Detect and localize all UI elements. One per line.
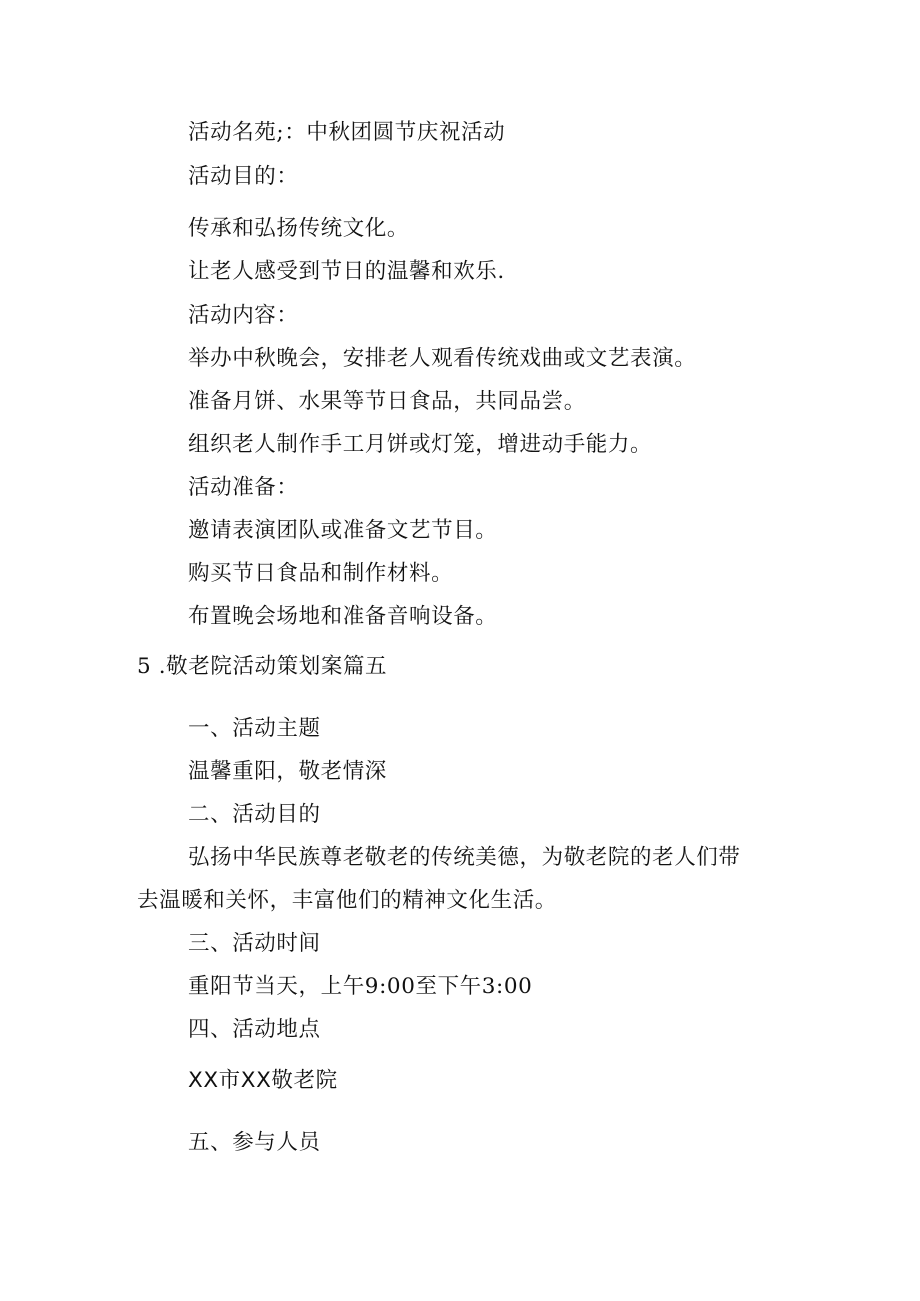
preparation-item-2: 购买节日食品和制作材料。 <box>188 561 454 586</box>
theme-heading: 一、活动主题 <box>188 716 321 741</box>
preparation-item-1: 邀请表演团队或准备文艺节目。 <box>188 518 498 543</box>
purpose-item-2: 让老人感受到节日的温馨和欢乐. <box>188 259 505 284</box>
activity-content-label: 活动内容： <box>188 303 299 328</box>
content-item-3: 组织老人制作手工月饼或灯笼，增进动手能力。 <box>188 432 653 457</box>
location-heading: 四、活动地点 <box>188 1017 321 1042</box>
section-5-heading: 5 .敬老院活动策划案篇五 <box>137 654 388 679</box>
purpose-heading: 二、活动目的 <box>188 802 321 827</box>
content-item-1: 举办中秋晚会，安排老人观看传统戏曲或文艺表演。 <box>188 346 697 371</box>
purpose-item-1: 传承和弘扬传统文化。 <box>188 216 410 241</box>
location-text: XX市XX敬老院 <box>188 1068 338 1093</box>
time-text: 重阳节当天，上午9:00至下午3:00 <box>188 974 533 999</box>
activity-name-line: 活动名苑;：中秋团圆节庆祝活动 <box>188 120 506 145</box>
purpose-paragraph-line-2: 去温暖和关怀，丰富他们的精神文化生活。 <box>137 888 557 913</box>
participants-heading: 五、参与人员 <box>188 1130 321 1155</box>
activity-purpose-label: 活动目的： <box>188 164 299 189</box>
purpose-paragraph-line-1: 弘扬中华民族尊老敬老的传统美德，为敬老院的老人们带 <box>188 845 741 870</box>
preparation-item-3: 布置晚会场地和准备音响设备。 <box>188 604 498 629</box>
activity-preparation-label: 活动准备： <box>188 475 299 500</box>
time-heading: 三、活动时间 <box>188 931 321 956</box>
theme-text: 温馨重阳，敬老情深 <box>188 759 387 784</box>
content-item-2: 准备月饼、水果等节日食品，共同品尝。 <box>188 389 586 414</box>
